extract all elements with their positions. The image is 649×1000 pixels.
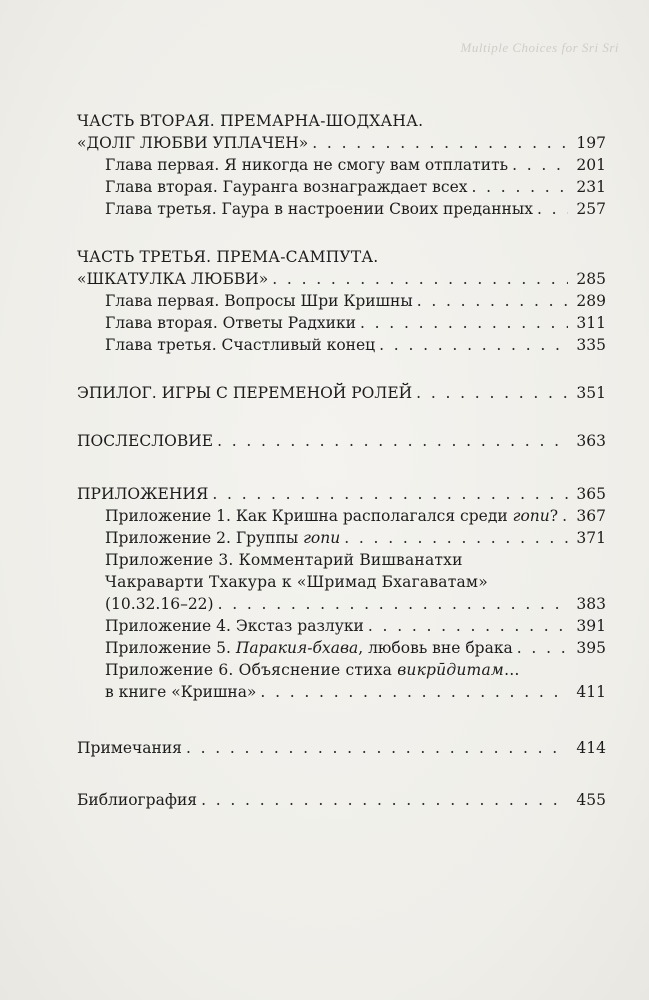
leader-dots [272, 268, 568, 290]
leader-dots [416, 382, 568, 404]
leader-dots [417, 290, 568, 312]
chapter-title: Глава первая. Вопросы Шри Кришны [105, 292, 413, 310]
chapter-title: Глава третья. Счастливый конец [105, 336, 376, 354]
bibliography-title: Библиография [77, 791, 198, 809]
page-number: 285 [576, 270, 606, 288]
leader-dots [201, 789, 568, 811]
page-number: 383 [576, 595, 606, 613]
page-number: 411 [576, 683, 606, 701]
epilogue-title: ЭПИЛОГ. ИГРЫ С ПЕРЕМЕНОЙ РОЛЕЙ [77, 384, 413, 402]
leader-dots [344, 527, 568, 549]
chapter-title: Глава вторая. Ответы Радхики [105, 314, 356, 332]
toc-entry [105, 527, 606, 549]
leader-dots [512, 154, 568, 176]
afterword-title: ПОСЛЕСЛОВИЕ [77, 432, 214, 450]
page-number: 289 [576, 292, 606, 310]
bleed-through-header: Multiple Choices for Sri Sri [460, 40, 619, 55]
appendix-title: Приложение 2. Группы гопи [105, 529, 341, 547]
bibliography-entry [77, 789, 606, 811]
toc-entry [105, 505, 606, 527]
page-number: 455 [576, 791, 606, 809]
leader-dots [562, 505, 568, 527]
page-number: 367 [576, 507, 606, 525]
appendices-title: ПРИЛОЖЕНИЯ [77, 485, 209, 503]
toc-entry [105, 593, 606, 615]
toc-entry [105, 290, 606, 312]
chapter-title: Глава третья. Гаура в настроении Своих преданных [105, 200, 533, 218]
leader-dots [312, 132, 568, 154]
chapter-title: Глава первая. Я никогда не смогу вам отплатить [105, 156, 509, 174]
epilogue-entry [77, 382, 606, 404]
appendix-title-line3: (10.32.16–22) [105, 595, 214, 613]
page-number: 365 [576, 485, 606, 503]
part2-subtitle: «ДОЛГ ЛЮБВИ УПЛАЧЕН» [77, 134, 309, 152]
leader-dots [537, 198, 568, 220]
appendix-title: Приложение 5. Паракия-бхава, любовь вне брака [105, 639, 513, 657]
afterword-entry [77, 430, 606, 452]
page-number: 371 [576, 529, 606, 547]
toc-entry [105, 681, 606, 703]
page-number: 351 [576, 384, 606, 402]
appendices-entry [77, 483, 606, 505]
part3-subtitle: «ШКАТУЛКА ЛЮБВИ» [77, 270, 269, 288]
appendix-title-line2: Чакраварти Тхакура к «Шримад Бхагаватам» [105, 573, 488, 591]
toc-entry [105, 312, 606, 334]
appendix-title-line1: Приложение 3. Комментарий Вишванатхи [105, 551, 463, 569]
page-number: 391 [576, 617, 606, 635]
page-number: 395 [576, 639, 606, 657]
leader-dots [368, 615, 568, 637]
page-number: 335 [576, 336, 606, 354]
page-number: 414 [576, 739, 606, 757]
part2-heading: ЧАСТЬ ВТОРАЯ. ПРЕМАРНА-ШОДХАНА. [77, 112, 424, 130]
leader-dots [517, 637, 568, 659]
part3-subtitle-entry [77, 268, 606, 290]
leader-dots [186, 737, 568, 759]
toc-entry [105, 637, 606, 659]
page-number: 197 [576, 134, 606, 152]
leader-dots [260, 681, 568, 703]
leader-dots [379, 334, 568, 356]
appendix-title: Приложение 1. Как Кришна располагался среди гопи? [105, 507, 559, 525]
leader-dots [472, 176, 569, 198]
page-number: 257 [576, 200, 606, 218]
part3-heading: ЧАСТЬ ТРЕТЬЯ. ПРЕМА-САМПУТА. [77, 248, 379, 266]
toc-entry [105, 198, 606, 220]
toc-entry [105, 334, 606, 356]
toc-entry [105, 176, 606, 198]
appendix-title-line1: Приложение 6. Объяснение стиха викрӣдитам… [105, 661, 520, 679]
leader-dots [218, 593, 568, 615]
page-number: 231 [576, 178, 606, 196]
toc-entry [105, 615, 606, 637]
appendix-title: Приложение 4. Экстаз разлуки [105, 617, 364, 635]
notes-entry [77, 737, 606, 759]
leader-dots [212, 483, 568, 505]
page-number: 201 [576, 156, 606, 174]
part2-subtitle-entry [77, 132, 606, 154]
appendix-title-line2: в книге «Кришна» [105, 683, 257, 701]
toc-entry [105, 154, 606, 176]
notes-title: Примечания [77, 739, 182, 757]
page-number: 363 [576, 432, 606, 450]
leader-dots [217, 430, 568, 452]
chapter-title: Глава вторая. Гауранга вознаграждает всех [105, 178, 468, 196]
leader-dots [360, 312, 568, 334]
page-number: 311 [576, 314, 606, 332]
